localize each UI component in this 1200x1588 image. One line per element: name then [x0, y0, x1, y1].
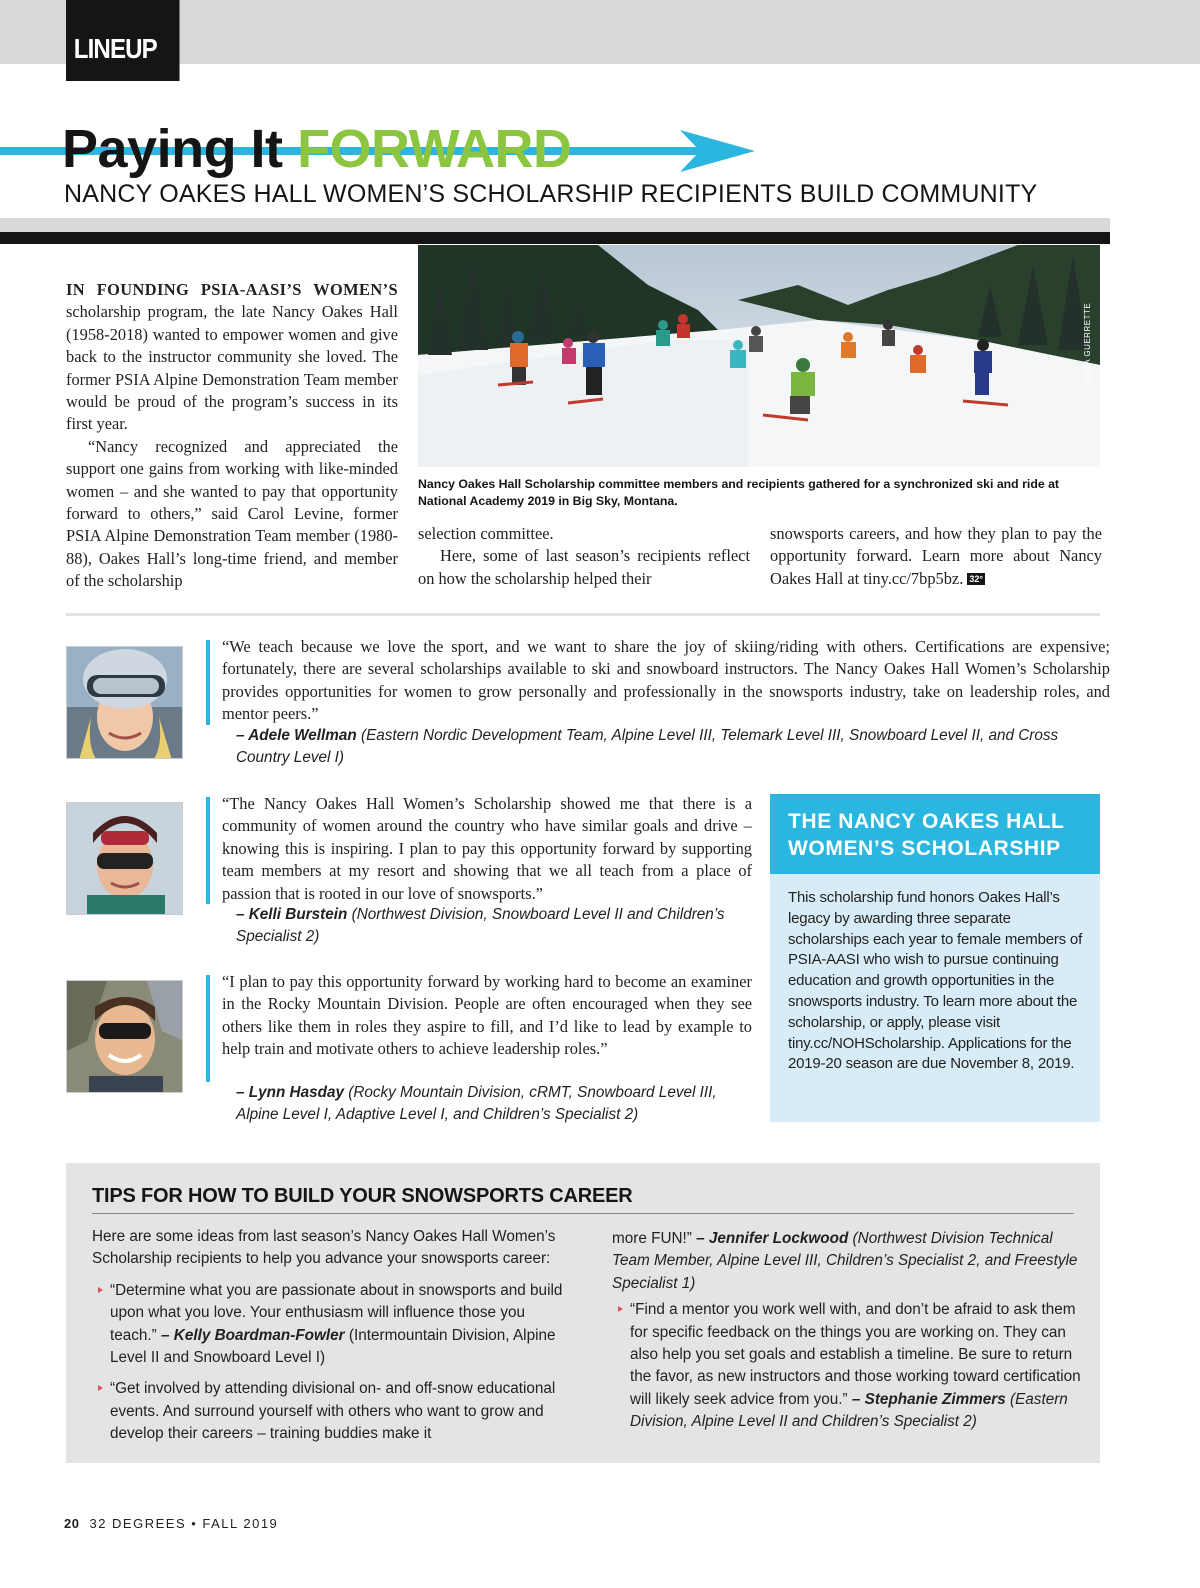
tips-box — [66, 1163, 1100, 1463]
lead-in: IN FOUNDING PSIA-AASI’S WOMEN’S — [66, 280, 398, 299]
quote-attribution — [236, 904, 752, 949]
quote-author-details: (Rocky Mountain Division, cRMT, Snowboard Level III, Alpine Level I, Adaptive Level I, and Children’s Specialist 2) — [236, 1084, 717, 1124]
column-3-text: snowsports careers, and how they plan to pay the opportunity forward. Learn more about Nancy Oakes Hall at tiny.cc/7bp5bz. — [770, 524, 1102, 588]
sidebar-body: This scholarship fund honors Oakes Hall’s legacy by awarding three separate scholarships each year to female members of PSIA-AASI who wish to pursue continuing education and growth opportunities in the snowsports industry. To learn more about the scholarship, or apply, please visit tiny.cc/NOHScholarship. Applications for the 2019-20 season are due November 8, 2019. — [788, 889, 1083, 1073]
tips-column-left — [92, 1226, 572, 1446]
portrait-kelli-burstein — [66, 802, 183, 915]
end-mark-icon: 32° — [969, 573, 984, 584]
tip-text: “Get involved by attending divisional on- and off-snow educational events. And surround yourself with others who want to grow and develop their careers – training buddies make it — [110, 1380, 556, 1443]
tip-item — [612, 1299, 1082, 1433]
tips-intro: Here are some ideas from last season’s Nancy Oakes Hall Women’s Scholarship recipients to help you advance your snowsports career: — [92, 1228, 556, 1268]
top-banner — [0, 0, 1200, 64]
ski-scene-illustration — [418, 245, 1100, 467]
tip-text: “Determine what you are passionate about in snowsports and build upon what you love. Your enthusiasm will influence those you teach.” — [110, 1281, 563, 1344]
quote-author: – Adele Wellman — [236, 727, 357, 744]
quote-author-details: (Eastern Nordic Development Team, Alpine Level III, Telemark Level III, Snowboard Level II, and Cross Country Level I) — [236, 727, 1059, 767]
quote-attribution — [236, 1082, 752, 1127]
body-column-1 — [66, 279, 398, 593]
quote-bar — [206, 797, 210, 904]
photo-credit: LINDA GUERRETTE — [1083, 302, 1092, 385]
quote-bar — [206, 640, 210, 725]
tip-item — [92, 1280, 572, 1370]
title-accent: FORWARD — [297, 119, 572, 179]
tips-column-right — [612, 1228, 1082, 1434]
tips-divider — [92, 1213, 1074, 1214]
tips-title: TIPS FOR HOW TO BUILD YOUR SNOWSPORTS CAREER — [92, 1185, 633, 1207]
column-2-paragraph-2: Here, some of last season’s recipients reflect on how the scholarship helped their — [418, 546, 750, 588]
quote-text: “We teach because we love the sport, and we want to share the joy of skiing/riding with others. Certifications are expensive; fortunately, there are several scholarships available to ski and snowboard instructors. The Nancy Oakes Hall Women’s Scholarship provides opportunities for women to grow personally and professionally in the snowsports industry, take on leadership roles, and mentor peers.” — [222, 637, 1110, 724]
body-column-2 — [418, 523, 750, 590]
quote-author: – Kelli Burstein — [236, 906, 348, 923]
tip-text-continued: more FUN!” — [612, 1230, 692, 1247]
tip-continuation — [612, 1228, 1082, 1295]
quote-attribution — [236, 725, 1096, 770]
body-column-3 — [770, 523, 1102, 590]
quote-author: – Lynn Hasday — [236, 1084, 344, 1101]
avatar — [67, 803, 183, 915]
section-divider — [66, 613, 1100, 616]
article-subtitle: NANCY OAKES HALL WOMEN’S SCHOLARSHIP RECIPIENTS BUILD COMMUNITY — [64, 180, 1038, 208]
quote-author-details: (Northwest Division, Snowboard Level II and Children’s Specialist 2) — [236, 906, 725, 946]
portrait-lynn-hasday — [66, 980, 183, 1093]
tip-author-details: (Northwest Division Technical Team Member, Alpine Level III, Children’s Specialist 2, and Freestyle Specialist 1) — [612, 1230, 1078, 1292]
avatar — [67, 647, 183, 759]
article-title — [62, 118, 572, 180]
quote-text: “I plan to pay this opportunity forward by working hard to become an examiner in the Rocky Mountain Division. People are often encouraged when they see others like them in roles they aspire to fill, and I’d like to lead by example to help train and motivate others to achieve leadership roles.” — [222, 972, 752, 1059]
quote-text: “The Nancy Oakes Hall Women’s Scholarship showed me that there is a community of women around the country who have similar goals and drive – knowing this is inspiring. I plan to pay this opportunity forward by supporting team members at my resort and showing that we all teach from a place of passion that is rooted in our love of snowsports.” — [222, 794, 752, 903]
page-number: 20 — [64, 1516, 80, 1531]
column-3-paragraph — [770, 523, 1102, 590]
tip-author: – Jennifer Lockwood — [691, 1230, 849, 1247]
publication-name: 32 DEGREES • FALL 2019 — [89, 1516, 279, 1531]
title-main: Paying It — [62, 119, 283, 179]
tip-text: “Find a mentor you work well with, and don’t be afraid to ask them for specific feedback on the things you are working on. They can also help you set goals and establish a timeline. Be sure to return the favor, as new instructors and those working toward certification will likely seek advice from you.” — [630, 1301, 1081, 1408]
quote-bar — [206, 975, 210, 1082]
paragraph-1-text: scholarship program, the late Nancy Oakes Hall (1958-2018) wanted to empower women and give back to the instructor community she loved. The former PSIA Alpine Demonstration Team member would be proud of the program’s success in its first year. — [66, 302, 398, 434]
tip-item — [92, 1378, 572, 1445]
divider-grey — [0, 218, 1110, 232]
sidebar-title: THE NANCY OAKES HALL WOMEN’S SCHOLARSHIP — [770, 794, 1100, 874]
divider-black — [0, 232, 1110, 244]
tip-author-details: (Intermountain Division, Alpine Level II and Snowboard Level I) — [110, 1326, 556, 1367]
paragraph-1 — [66, 279, 398, 436]
column-2-paragraph-1: selection committee. — [418, 524, 554, 543]
tip-author-details: (Eastern Division, Alpine Level II and Children’s Specialist 2) — [630, 1390, 1068, 1431]
avatar — [67, 981, 183, 1093]
section-label: LINEUP — [66, 0, 180, 81]
scholarship-sidebar — [770, 794, 1100, 1122]
portrait-adele-wellman — [66, 646, 183, 759]
page-footer — [64, 1516, 278, 1531]
tip-author: – Kelly Boardman-Fowler — [156, 1326, 345, 1344]
group-ski-photo — [418, 245, 1100, 467]
photo-caption: Nancy Oakes Hall Scholarship committee members and recipients gathered for a synchronized ski and ride at National Academy 2019 in Big Sky, Montana. — [418, 477, 1060, 508]
paragraph-2: “Nancy recognized and appreciated the support one gains from working with like-minded women – and she wanted to pay that opportunity forward to others,” said Carol Levine, former PSIA Alpine Demonstration Team member (1980-88), Oakes Hall’s long-time friend, and member of the scholarship — [66, 436, 398, 591]
tip-author: – Stephanie Zimmers — [847, 1390, 1006, 1408]
